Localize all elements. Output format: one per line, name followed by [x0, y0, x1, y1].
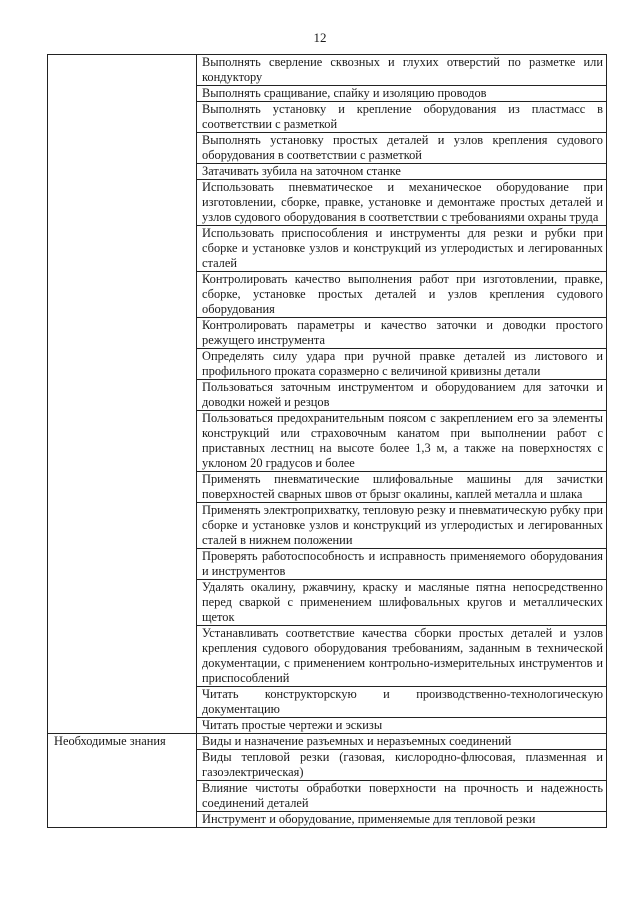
knowledge-item: Виды тепловой резки (газовая, кислородно-флюсовая, плазменная и газоэлектрическая) [197, 750, 607, 781]
skill-item: Определять силу удара при ручной правке деталей из листового и профильного проката соразмерно с величиной кривизны детали [197, 349, 607, 380]
skill-item: Контролировать качество выполнения работ при изготовлении, правке, сборке, установке простых деталей и узлов крепления судового оборудования [197, 272, 607, 318]
skill-item: Выполнять установку простых деталей и узлов крепления судового оборудования в соответствии с разметкой [197, 133, 607, 164]
skill-item: Контролировать параметры и качество заточки и доводки простого режущего инструмента [197, 318, 607, 349]
skill-item: Выполнять сращивание, спайку и изоляцию проводов [197, 86, 607, 102]
skill-item: Устанавливать соответствие качества сборки простых деталей и узлов крепления судового оборудования требованиям, заданным в технической документации, с применением контрольно-измерительных инструментов и приспособлений [197, 626, 607, 687]
skill-item: Выполнять сверление сквозных и глухих отверстий по разметке или кондуктору [197, 55, 607, 86]
skill-item: Использовать приспособления и инструменты для резки и рубки при сборке и установке узлов и конструкций из углеродистых и легированных сталей [197, 226, 607, 272]
knowledge-item: Виды и назначение разъемных и неразъемных соединений [197, 734, 607, 750]
skill-item: Пользоваться предохранительным поясом с закреплением его за элементы конструкций или страховочным канатом при выполнении работ с приставных лестниц на высоте более 1,3 м, а также на поверхностях с уклоном 20 градусов и более [197, 411, 607, 472]
skills-label-cell [48, 55, 197, 734]
table-row [48, 55, 607, 86]
requirements-table [47, 54, 607, 828]
skill-item: Пользоваться заточным инструментом и оборудованием для заточки и доводки ножей и резцов [197, 380, 607, 411]
skill-item: Читать конструкторскую и производственно-технологическую документацию [197, 687, 607, 718]
skill-item: Применять пневматические шлифовальные машины для зачистки поверхностей сварных швов от брызг окалины, каплей металла и шлака [197, 472, 607, 503]
skill-item: Читать простые чертежи и эскизы [197, 718, 607, 734]
knowledge-label-cell: Необходимые знания [48, 734, 197, 828]
table-row [48, 734, 607, 750]
page-number: 12 [313, 30, 327, 45]
knowledge-item: Инструмент и оборудование, применяемые для тепловой резки [197, 812, 607, 828]
skill-item: Применять электроприхватку, тепловую резку и пневматическую рубку при сборке и установке узлов и конструкций из углеродистых и легированных сталей в нижнем положении [197, 503, 607, 549]
skill-item: Удалять окалину, ржавчину, краску и масляные пятна непосредственно перед сваркой с применением шлифовальных кругов и металлических щеток [197, 580, 607, 626]
skill-item: Проверять работоспособность и исправность применяемого оборудования и инструментов [197, 549, 607, 580]
skill-item: Выполнять установку и крепление оборудования из пластмасс в соответствии с разметкой [197, 102, 607, 133]
skill-item: Затачивать зубила на заточном станке [197, 164, 607, 180]
skill-item: Использовать пневматическое и механическое оборудование при изготовлении, сборке, правке, установке и демонтаже простых деталей и узлов судового оборудования в соответствии с требованиями охраны труда [197, 180, 607, 226]
knowledge-item: Влияние чистоты обработки поверхности на прочность и надежность соединений деталей [197, 781, 607, 812]
